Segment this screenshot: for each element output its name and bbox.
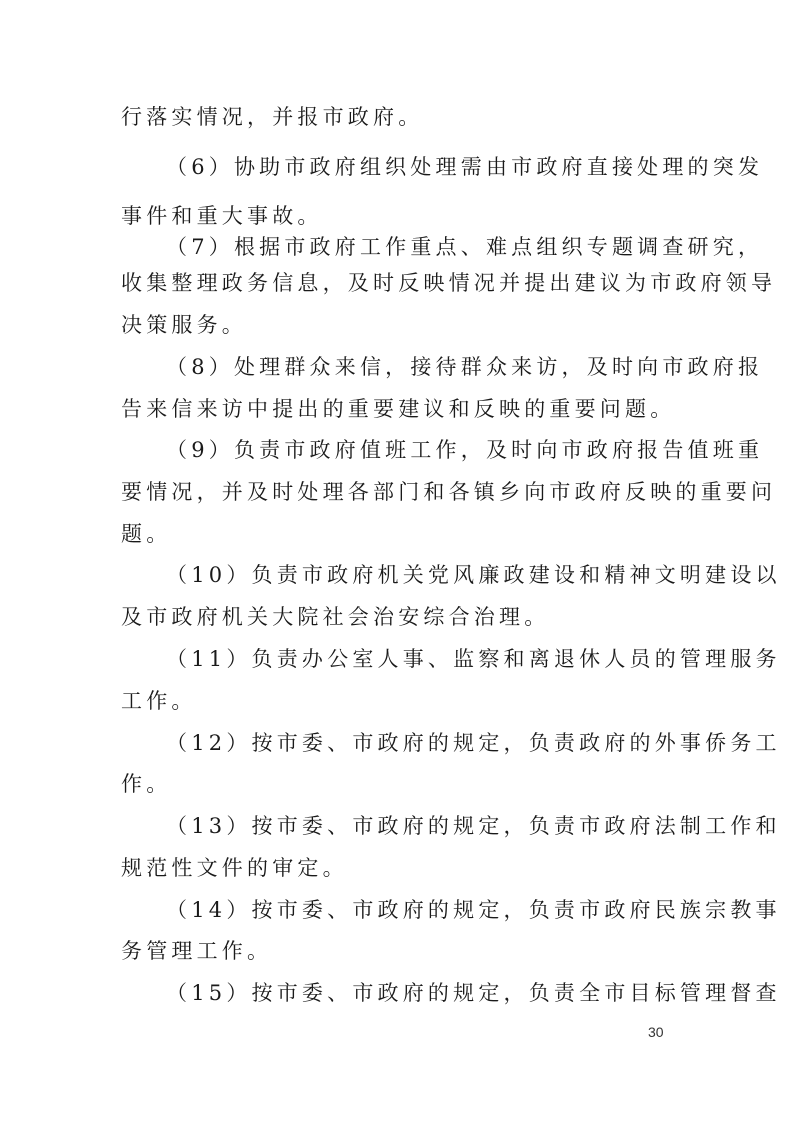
text-line-19: 规范性文件的审定。 [121, 856, 348, 880]
text-line-15: 工作。 [121, 689, 197, 713]
text-line-6: 决策服务。 [121, 313, 247, 337]
text-line-21: 务管理工作。 [121, 939, 273, 963]
text-line-17: 作。 [121, 772, 172, 796]
text-line-14: （11）负责办公室人事、监察和离退休人员的管理服务 [166, 647, 781, 671]
text-line-10: 要情况，并及时处理各部门和各镇乡向市政府反映的重要问 [121, 480, 777, 504]
page-number: 30 [648, 1024, 664, 1040]
text-line-7: （8）处理群众来信，接待群众来访，及时向市政府报 [166, 355, 764, 379]
text-line-4: （7）根据市政府工作重点、难点组织专题调查研究， [166, 235, 764, 259]
text-line-1: 行落实情况，并报市政府。 [121, 105, 424, 129]
text-line-2: （6）协助市政府组织处理需由市政府直接处理的突发 [166, 155, 764, 179]
text-line-5: 收集整理政务信息，及时反映情况并提出建议为市政府领导 [121, 271, 777, 295]
text-line-18: （13）按市委、市政府的规定，负责市政府法制工作和 [166, 814, 781, 838]
text-line-3: 事件和重大事故。 [121, 204, 323, 228]
text-line-22: （15）按市委、市政府的规定，负责全市目标管理督查 [166, 981, 781, 1005]
text-line-9: （9）负责市政府值班工作，及时向市政府报告值班重 [166, 438, 764, 462]
text-line-12: （10）负责市政府机关党风廉政建设和精神文明建设以 [166, 563, 781, 587]
text-line-20: （14）按市委、市政府的规定，负责市政府民族宗教事 [166, 898, 781, 922]
text-line-11: 题。 [121, 522, 172, 546]
text-line-13: 及市政府机关大院社会治安综合治理。 [121, 605, 550, 629]
text-line-8: 告来信来访中提出的重要建议和反映的重要问题。 [121, 397, 676, 421]
text-line-16: （12）按市委、市政府的规定，负责政府的外事侨务工 [166, 731, 781, 755]
